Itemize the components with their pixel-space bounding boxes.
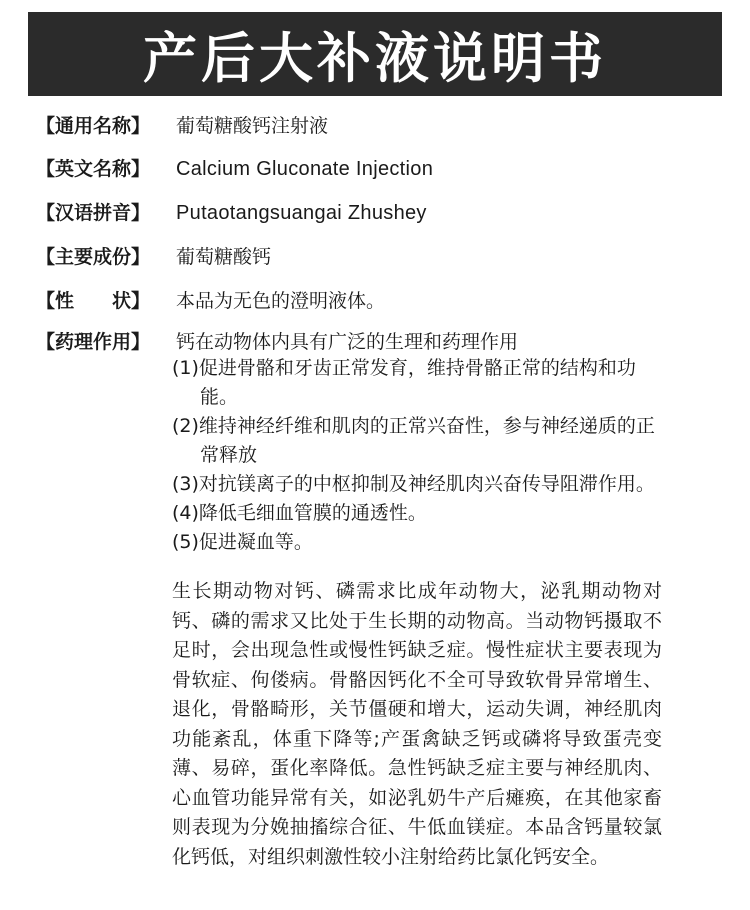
field-value: 钙在动物体内具有广泛的生理和药理作用 [176,331,519,353]
field-value: 葡萄糖酸钙 [176,246,272,268]
list-item: (4)降低毛细血管膜的通透性。 [172,502,427,524]
field-label: 【汉语拼音】 [36,202,151,224]
list-item: (3)对抗镁离子的中枢抑制及神经肌肉兴奋传导阻滞作用。 [172,473,655,495]
field-value: Calcium Gluconate Injection [176,158,434,180]
list-item: (1)促进骨骼和牙齿正常发育，维持骨骼正常的结构和功能。 [172,357,636,408]
field-value: 葡萄糖酸钙注射液 [176,115,329,137]
field-value: 本品为无色的澄明液体。 [176,290,386,312]
list-item: (5)促进凝血等。 [172,531,313,553]
list-item: (2)维持神经纤维和肌肉的正常兴奋性，参与神经递质的正常释放 [172,415,655,466]
field-label: 【通用名称】 [36,115,151,137]
field-label: 【主要成份】 [36,246,151,268]
page-title: 产后大补液说明书 [143,26,607,90]
field-label: 【性 状】 [36,290,151,312]
title-banner [28,12,722,96]
field-label: 【英文名称】 [36,158,151,180]
field-label: 【药理作用】 [36,331,151,353]
pharmacology-list [172,354,672,557]
field-value: Putaotangsuangai Zhushey [176,202,427,224]
pharmacology-paragraph: 生长期动物对钙、磷需求比成年动物大，泌乳期动物对钙、磷的需求又比处于生长期的动物高。当动物钙摄取不足时，会出现急性或慢性钙缺乏症。慢性症状主要表现为骨软症、佝偻病。骨骼因钙化不全可导致软骨异常增生、退化，骨骼畸形，关节僵硬和增大，运动失调，神经肌肉功能紊乱，体重下降等;产蛋禽缺乏钙或磷将导致蛋壳变薄、易碎，蛋化率降低。急性钙缺乏症主要与神经肌肉、心血管功能异常有关，如泌乳奶牛产后瘫痪，在其他家畜则表现为分娩抽搐综合征、牛低血镁症。本品含钙量较氯化钙低，对组织刺激性较小注射给药比氯化钙安全。 [172,580,662,868]
